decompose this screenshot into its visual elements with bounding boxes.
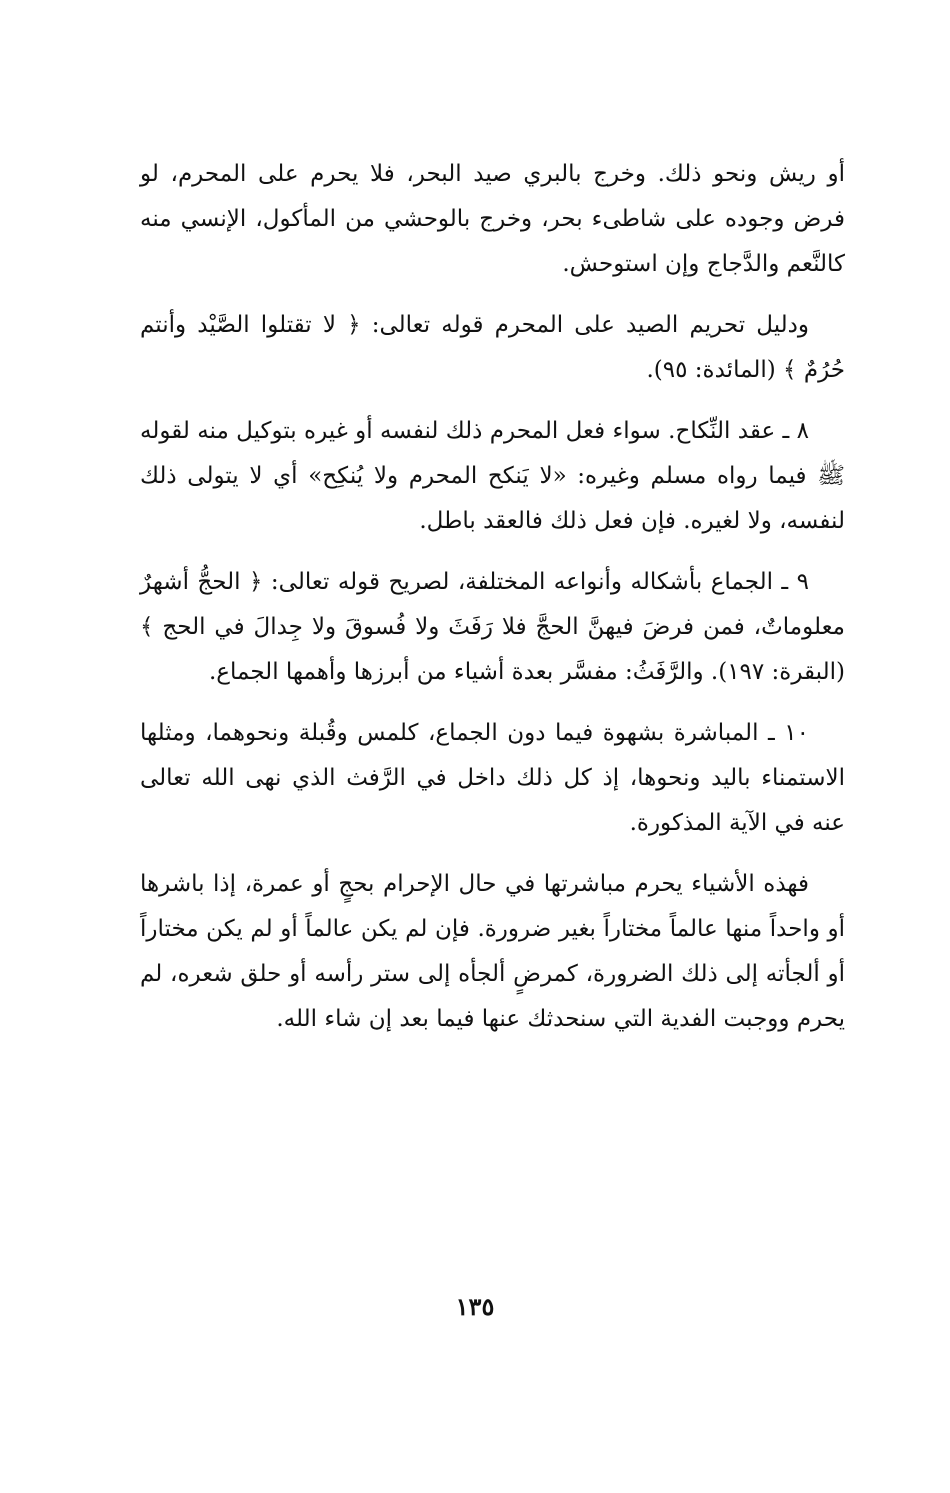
paragraph-item-10: ١٠ ـ المباشرة بشهوة فيما دون الجماع، كلمس وقُبلة ونحوهما، ومثلها الاستمناء باليد ونحوها، إذ كل ذلك داخل في الرَّفث الذي نهى الله تعالى عنه في الآية المذكورة. xyxy=(140,720,845,836)
paragraph-evidence: ودليل تحريم الصيد على المحرم قوله تعالى: ﴿ لا تقتلوا الصَّيْد وأنتم حُرُمٌ ﴾ (المائدة: ٩٥). xyxy=(140,312,845,383)
paragraph-item-9: ٩ ـ الجماع بأشكاله وأنواعه المختلفة، لصريح قوله تعالى: ﴿ الحجُّ أشهرٌ معلوماتٌ، فمن فرضَ فيهنَّ الحجَّ فلا رَفَثَ ولا فُسوقَ ولا جِدالَ في الحج ﴾ (البقرة: ١٩٧). والرَّفَثُ: مفسَّر بعدة أشياء من أبرزها وأهمها الجماع. xyxy=(140,569,845,685)
page-number: ١٣٥ xyxy=(455,1292,495,1321)
paragraph-continuation: أو ريش ونحو ذلك. وخرج بالبري صيد البحر، فلا يحرم على المحرم، لو فرض وجوده على شاطىء بحر، وخرج بالوحشي من المأكول، الإنسي منه كالنَّعم والدَّجاج وإن استوحش. xyxy=(140,161,845,277)
paragraph-summary: فهذه الأشياء يحرم مباشرتها في حال الإحرام بحجٍ أو عمرة، إذا باشرها أو واحداً منها عالماً مختاراً بغير ضرورة. فإن لم يكن عالماً أو لم يكن مختاراً أو ألجأته إلى ذلك الضرورة، كمرضٍ ألجأه إلى ستر رأسه أو حلق شعره، لم يحرم ووجبت الفدية التي سنحدثك عنها فيما بعد إن شاء الله. xyxy=(140,871,845,1032)
paragraph-item-8: ٨ ـ عقد النِّكاح. سواء فعل المحرم ذلك لنفسه أو غيره بتوكيل منه لقوله ﷺ فيما رواه مسلم وغيره: «لا يَنكح المحرم ولا يُنكِح» أي لا يتولى ذلك لنفسه، ولا لغيره. فإن فعل ذلك فالعقد باطل. xyxy=(140,418,845,534)
body-text xyxy=(140,152,845,1058)
